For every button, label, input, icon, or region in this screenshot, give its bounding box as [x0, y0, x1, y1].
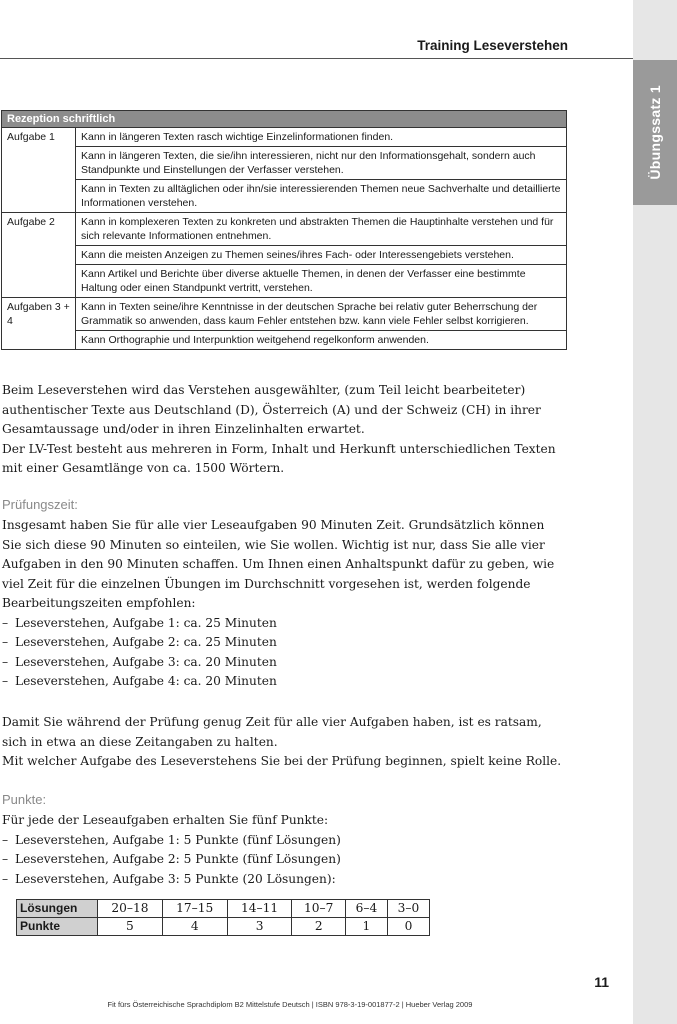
competency-row: [2, 128, 567, 147]
footer-text: Fit fürs Österreichische Sprachdiplom B2 Mittelstufe Deutsch | ISBN 978-3-19-001877-2 | Hueber Verlag 2009: [107, 1000, 473, 1009]
competency-row: [2, 213, 567, 246]
score-row-label: Lösungen: [17, 900, 98, 918]
score-row-points: [17, 918, 430, 936]
competency-row: [2, 298, 567, 331]
score-cell: 4: [162, 918, 227, 936]
competency-text: Kann in längeren Texten, die sie/ihn interessieren, nicht nur den Informationsgehalt, sondern auch Standpunkte und Einstellungen der Verfasser verstehen.: [76, 147, 567, 180]
competency-table-heading: Rezeption schriftlich: [2, 111, 567, 128]
page-header-title: Training Leseverstehen: [417, 38, 568, 53]
score-cell: 17–15: [162, 900, 227, 918]
task-label: Aufgaben 3 + 4: [2, 298, 76, 350]
pruefungszeit-section: [2, 516, 562, 692]
score-cell: 1: [345, 918, 387, 936]
competency-text: Kann Artikel und Berichte über diverse aktuelle Themen, in denen der Verfasser eine bestimmte Haltung oder einen Standpunkt vertritt, verstehen.: [76, 265, 567, 298]
competency-text: Kann Orthographie und Interpunktion weitgehend regelkonform anwenden.: [76, 331, 567, 350]
score-table: [16, 899, 430, 936]
list-item: – Leseverstehen, Aufgabe 2: 5 Punkte (fünf Lösungen): [2, 850, 562, 870]
score-cell: 14–11: [227, 900, 292, 918]
intro-section: [2, 381, 562, 479]
competency-row: [2, 265, 567, 298]
score-cell: 6–4: [345, 900, 387, 918]
pruefungszeit-paragraph: Insgesamt haben Sie für alle vier Leseaufgaben 90 Minuten Zeit. Grundsätzlich können Sie sich diese 90 Minuten so einteilen, wie Sie wollen. Wichtig ist nur, dass Sie alle vier Aufgaben in den 90 Minuten schaffen. Um Ihnen einen Anhaltspunkt dafür zu geben, wie viel Zeit für die einzelnen Übungen im Durchschnitt vorgesehen ist, werden folgende Bearbeitungszeiten empfohlen:: [2, 518, 555, 610]
score-cell: 3: [227, 918, 292, 936]
list-item: – Leseverstehen, Aufgabe 4: ca. 20 Minuten: [2, 672, 562, 692]
advice-paragraph: Damit Sie während der Prüfung genug Zeit für alle vier Aufgaben haben, ist es ratsam, sich in etwa an diese Zeitangaben zu halten.: [2, 715, 542, 749]
points-list: [2, 831, 562, 890]
competency-table-heading-row: [2, 111, 567, 128]
time-list: [2, 614, 562, 692]
list-item: – Leseverstehen, Aufgabe 1: 5 Punkte (fünf Lösungen): [2, 831, 562, 851]
intro-paragraph: Beim Leseverstehen wird das Verstehen ausgewählter, (zum Teil leicht bearbeiteter) authentischer Texte aus Deutschland (D), Österreich (A) und der Schweiz (CH) in ihrer Gesamtaussage und/oder in ihren Einzelinhalten erwartet.: [2, 383, 541, 436]
competency-row: [2, 180, 567, 213]
intro-paragraph: Der LV-Test besteht aus mehreren in Form, Inhalt und Herkunft unterschiedlichen Texten mit einer Gesamtlänge von ca. 1500 Wörtern.: [2, 441, 556, 475]
score-cell: 10–7: [292, 900, 345, 918]
task-label: Aufgabe 2: [2, 213, 76, 298]
competency-row: [2, 147, 567, 180]
competency-text: Kann in längeren Texten rasch wichtige Einzelinformationen finden.: [76, 128, 567, 147]
list-item: – Leseverstehen, Aufgabe 3: ca. 20 Minuten: [2, 653, 562, 673]
task-label: Aufgabe 1: [2, 128, 76, 213]
section-tab-label: Übungssatz 1: [647, 85, 663, 180]
score-cell: 3–0: [387, 900, 429, 918]
score-row-solutions: [17, 900, 430, 918]
advice-section: [2, 713, 562, 772]
list-item: – Leseverstehen, Aufgabe 1: ca. 25 Minuten: [2, 614, 562, 634]
competency-text: Kann die meisten Anzeigen zu Themen seines/ihres Fach- oder Interessengebiets verstehen.: [76, 246, 567, 265]
pruefungszeit-heading: Prüfungszeit:: [2, 497, 78, 512]
competency-table: [1, 110, 567, 350]
competency-text: Kann in Texten zu alltäglichen oder ihn/sie interessierenden Themen neue Sachverhalte und detaillierte Informationen verstehen.: [76, 180, 567, 213]
advice-paragraph: Mit welcher Aufgabe des Leseverstehens Sie bei der Prüfung beginnen, spielt keine Rolle.: [2, 754, 562, 768]
list-item: – Leseverstehen, Aufgabe 2: ca. 25 Minuten: [2, 633, 562, 653]
competency-row: [2, 246, 567, 265]
score-cell: 5: [98, 918, 163, 936]
page-number: 11: [594, 974, 609, 990]
score-cell: 2: [292, 918, 345, 936]
score-cell: 0: [387, 918, 429, 936]
punkte-heading: Punkte:: [2, 792, 47, 807]
header-divider: [0, 58, 633, 59]
competency-row: [2, 331, 567, 350]
punkte-paragraph: Für jede der Leseaufgaben erhalten Sie fünf Punkte:: [2, 813, 329, 827]
section-tab: [633, 60, 677, 205]
competency-text: Kann in Texten seine/ihre Kenntnisse in der deutschen Sprache bei relativ guter Beherrschung der Grammatik so anwenden, dass kaum Fehler entstehen bzw. kann viele Fehler selbst korrigieren.: [76, 298, 567, 331]
score-cell: 20–18: [98, 900, 163, 918]
score-row-label: Punkte: [17, 918, 98, 936]
list-item: – Leseverstehen, Aufgabe 3: 5 Punkte (20 Lösungen):: [2, 870, 562, 890]
competency-text: Kann in komplexeren Texten zu konkreten und abstrakten Themen die Hauptinhalte verstehen und für sich relevante Informationen entnehmen.: [76, 213, 567, 246]
punkte-section: [2, 811, 562, 889]
